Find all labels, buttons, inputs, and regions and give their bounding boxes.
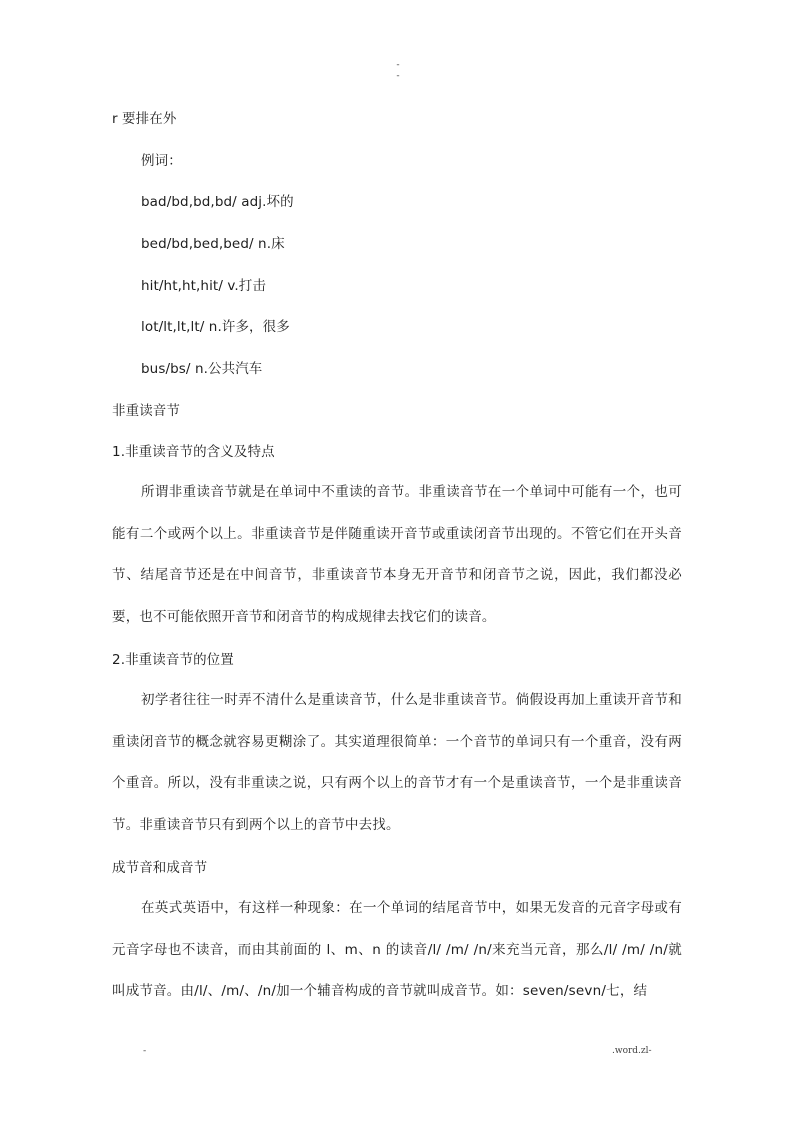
section-heading: 非重读音节 [112, 403, 180, 419]
footer-right-text: .word.zl- [612, 1046, 652, 1056]
body-paragraph: 所谓非重读音节就是在单词中不重读的音节。非重读音节在一个单词中可能有一个，也可能有二个或两个以上。非重读音节是伴随重读开音节或重读闭音节出现的。不管它们在开头音节、结尾音节还是在中间音节，非重读音节本身无开音节和闭音节之说，因此，我们都没必要，也不可能依照开音节和闭音节的构成规律去找它们的读音。 [112, 484, 682, 626]
examples-label: 例词： [141, 153, 182, 169]
rule-line: r 要排在外 [112, 111, 177, 127]
example-word: bad/bd,bd,bd/ adj.坏的 [141, 194, 294, 210]
example-word: hit/ht,ht,hit/ v.打击 [141, 278, 267, 294]
footer-left-mark: - [143, 1046, 147, 1056]
body-paragraph: 初学者往往一时弄不清什么是重读音节，什么是非重读音节。倘假设再加上重读开音节和重读闭音节的概念就容易更糊涂了。其实道理很简单：一个音节的单词只有一个重音，没有两个重音。所以，没有非重读之说，只有两个以上的音节才有一个是重读音节，一个是非重读音节。非重读音节只有到两个以上的音节中去找。 [112, 692, 682, 834]
body-paragraph: 在英式英语中，有这样一种现象：在一个单词的结尾音节中，如果无发音的元音字母或有元音字母也不读音，而由其前面的 l、m、n 的读音/l/ /m/ /n/来充当元音，那么/l/ /m/ /n/就叫成节音。由/l/、/m/、/n/加一个辅音构成的音节就叫成音节。如：seven/sevn/七，结 [112, 900, 682, 1000]
section-heading: 成节音和成音节 [112, 860, 208, 876]
example-word: lot/lt,lt,lt/ n.许多，很多 [141, 319, 290, 335]
header-mark-top: - [396, 60, 400, 70]
example-word: bus/bs/ n.公共汽车 [141, 361, 263, 377]
example-word: bed/bd,bed,bed/ n.床 [141, 236, 285, 252]
header-mark-bottom: - [396, 71, 400, 81]
subsection-heading: 2.非重读音节的位置 [112, 652, 234, 668]
subsection-heading: 1.非重读音节的含义及特点 [112, 444, 275, 460]
